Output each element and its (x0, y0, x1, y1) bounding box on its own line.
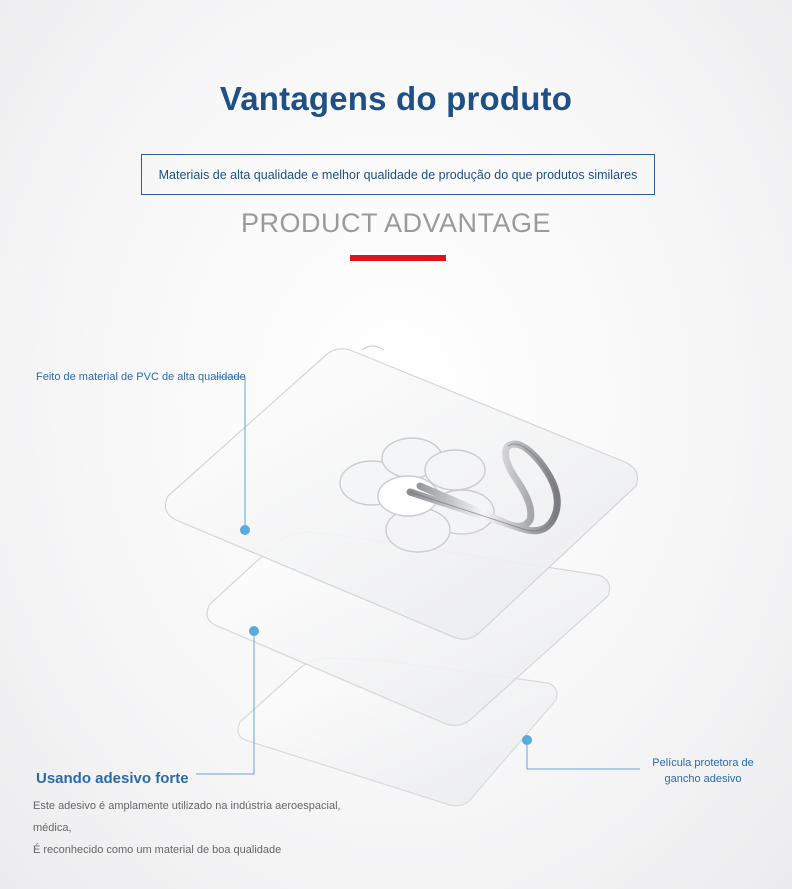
callout-dot (249, 626, 259, 636)
adhesive-description (33, 795, 363, 861)
callout-dot (522, 735, 532, 745)
subtitle-text: Materiais de alta qualidade e melhor qualidade de produção do que produtos similares (158, 167, 638, 182)
adhesive-description-line1: Este adesivo é amplamente utilizado na indústria aeroespacial, médica, (33, 800, 341, 834)
page-title: Vantagens do produto (219, 80, 573, 117)
adhesive-description-line2: É reconhecido como um material de boa qualidade (33, 844, 282, 856)
adhesive-heading: Usando adesivo forte (36, 770, 189, 787)
protective-film-callout: Película protetora de gancho adesivo (652, 757, 754, 785)
english-title: PRODUCT ADVANTAGE (240, 208, 552, 238)
material-callout: Feito de material de PVC de alta qualidade (36, 371, 246, 383)
callout-dot (240, 525, 250, 535)
